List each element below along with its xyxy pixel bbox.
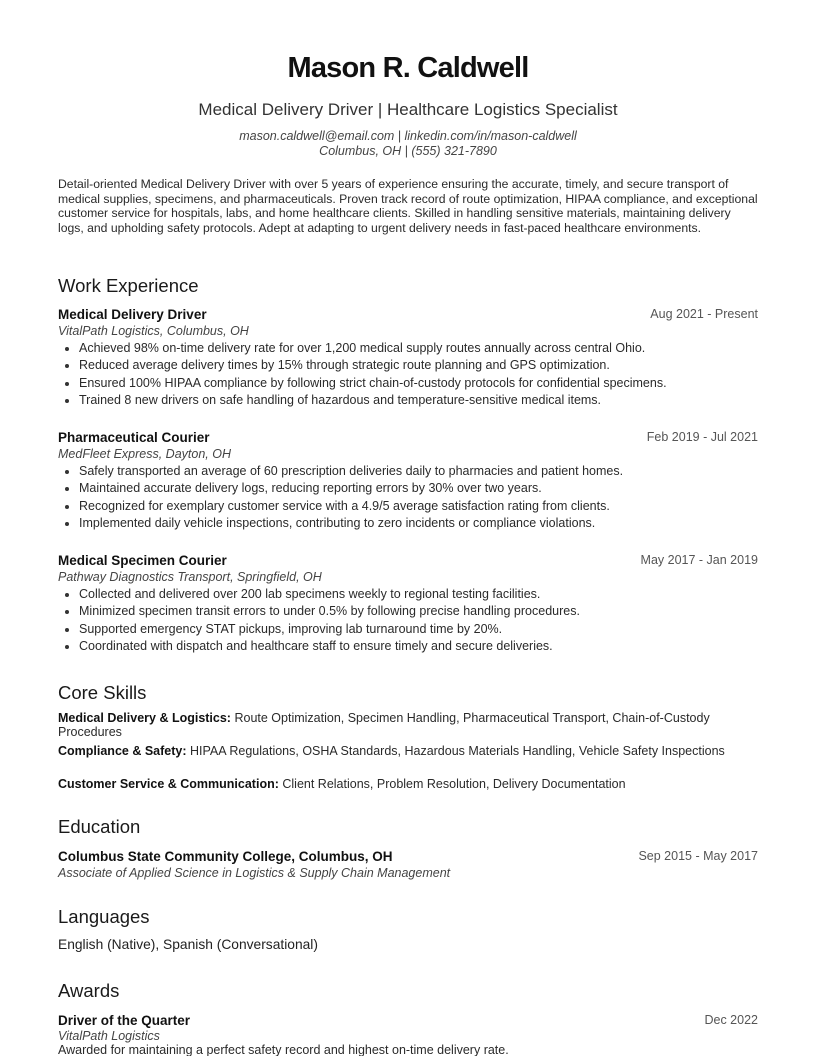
award-organization: VitalPath Logistics [58,1029,160,1043]
award-entry [58,1012,758,1056]
company-location: MedFleet Express, Dayton, OH [58,447,231,461]
achievement-item: Collected and delivered over 200 lab specimens weekly to regional testing facilities. [58,586,758,603]
job-title: Pharmaceutical Courier [58,430,210,445]
achievement-list [58,586,758,655]
skill-group [58,744,758,758]
candidate-name: Mason R. Caldwell [287,52,529,84]
company-location: Pathway Diagnostics Transport, Springfield, OH [58,570,322,584]
achievement-item: Supported emergency STAT pickups, improving lab turnaround time by 20%. [58,621,758,638]
school-name: Columbus State Community College, Columbus, OH [58,849,393,864]
contact-line-email-linkedin: mason.caldwell@email.com | linkedin.com/in/mason-caldwell [239,129,577,143]
job-title: Medical Delivery Driver [58,307,207,322]
experience-entry [58,552,758,655]
skill-group-items: Route Optimization, Specimen Handling, Pharmaceutical Transport, Chain-of-Custody Procedures [58,711,710,739]
company-location: VitalPath Logistics, Columbus, OH [58,324,249,338]
degree: Associate of Applied Science in Logistics & Supply Chain Management [58,866,451,880]
achievement-item: Safely transported an average of 60 prescription deliveries daily to pharmacies and patient homes. [58,463,758,480]
education-entry [58,848,758,882]
award-title: Driver of the Quarter [58,1013,191,1028]
achievement-list [58,340,758,409]
skill-group-label: Medical Delivery & Logistics: [58,711,231,725]
education-dates: Sep 2015 - May 2017 [638,849,758,863]
achievement-item: Minimized specimen transit errors to under 0.5% by following precise handling procedures. [58,603,758,620]
achievement-item: Maintained accurate delivery logs, reducing reporting errors by 30% over two years. [58,480,758,497]
job-dates: May 2017 - Jan 2019 [640,553,758,567]
achievement-item: Reduced average delivery times by 15% through strategic route planning and GPS optimization. [58,357,758,374]
job-title: Medical Specimen Courier [58,553,227,568]
achievement-item: Trained 8 new drivers on safe handling of hazardous and temperature-sensitive medical items. [58,392,758,409]
award-description: Awarded for maintaining a perfect safety record and highest on-time delivery rate. [58,1043,509,1056]
skill-group [58,711,758,739]
skill-group-items: Client Relations, Problem Resolution, Delivery Documentation [282,777,626,791]
professional-summary: Detail-oriented Medical Delivery Driver with over 5 years of experience ensuring the accurate, timely, and secure transport of medical supplies, specimens, and pharmaceuticals. Proven track record of route optimization, HIPAA compliance, and exceptional customer service for hospitals, labs, and home healthcare clients. Skilled in handling sensitive materials, maintaining delivery logs, and upholding safety protocols. Adept at adapting to urgent delivery needs in fast-paced healthcare environments. [58,177,758,235]
achievement-item: Implemented daily vehicle inspections, contributing to zero incidents or compliance violations. [58,515,758,532]
section-title-core-skills: Core Skills [58,682,147,703]
achievement-item: Ensured 100% HIPAA compliance by following strict chain-of-custody protocols for confidential specimens. [58,375,758,392]
job-dates: Feb 2019 - Jul 2021 [646,430,758,444]
achievement-list [58,463,758,532]
languages-list: English (Native), Spanish (Conversational) [58,937,318,952]
headline: Medical Delivery Driver | Healthcare Logistics Specialist [198,100,618,119]
award-date: Dec 2022 [704,1013,758,1027]
job-dates: Aug 2021 - Present [650,307,758,321]
skill-group-label: Customer Service & Communication: [58,777,279,791]
achievement-item: Recognized for exemplary customer service with a 4.9/5 average satisfaction rating from clients. [58,498,758,515]
skill-group [58,777,758,791]
section-title-awards: Awards [58,980,120,1001]
skill-group-items: HIPAA Regulations, OSHA Standards, Hazardous Materials Handling, Vehicle Safety Inspections [190,744,725,758]
section-title-education: Education [58,816,141,837]
achievement-item: Achieved 98% on-time delivery rate for over 1,200 medical supply routes annually across central Ohio. [58,340,758,357]
section-title-languages: Languages [58,906,150,927]
achievement-item: Coordinated with dispatch and healthcare staff to ensure timely and secure deliveries. [58,638,758,655]
experience-entry [58,429,758,532]
experience-entry [58,306,758,409]
contact-line-location-phone: Columbus, OH | (555) 321-7890 [319,144,497,158]
skill-group-label: Compliance & Safety: [58,744,187,758]
section-title-work-experience: Work Experience [58,275,199,296]
